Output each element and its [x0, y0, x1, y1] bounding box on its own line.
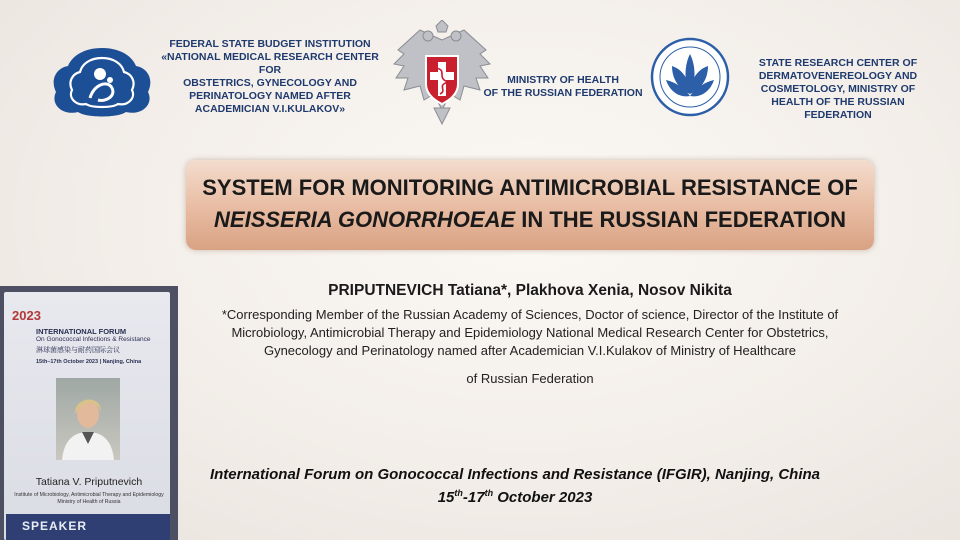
badge-speaker-name: Tatiana V. Priputnevich [35, 476, 143, 488]
org-center-text: MINISTRY OF HEALTH OF THE RUSSIAN FEDERATION [483, 74, 643, 99]
badge-forum-subtitle: On Gonococcal Infections & Resistance [36, 336, 151, 343]
badge-institution: Institute of Microbiology, Antimicrobial Therapy and Epidemiology Ministry of Health of Russia [14, 492, 164, 505]
speaker-photo-icon [56, 378, 120, 460]
forum-name: International Forum on Gonococcal Infections and Resistance (IFGIR), Nanjing, China [209, 466, 821, 483]
forum-dates: 15th-17th October 2023 [437, 488, 593, 506]
badge-year: 2023 [12, 308, 41, 323]
badge-chinese-title: 淋球菌感染与耐药国际会议 [36, 347, 120, 354]
badge-date: 15th–17th October 2023 | Nanjing, China [36, 359, 142, 365]
speaker-portrait-icon [56, 378, 120, 460]
org-left-text: FEDERAL STATE BUDGET INSTITUTION «NATIONAL MEDICAL RESEARCH CENTER FOR OBSTETRICS, GYNECOLOGY AND PERINATOLOGY NAMED AFTER ACADEMICIAN V.I.KULAKOV» [161, 38, 379, 115]
authors: PRIPUTNEVICH Tatiana*, Plakhova Xenia, Nosov Nikita [328, 282, 732, 299]
presentation-title: SYSTEM FOR MONITORING ANTIMICROBIAL RESISTANCE OF NEISSERIA GONORRHOEAE IN THE RUSSIAN FEDERATION [202, 175, 858, 232]
dermatology-center-logo-icon [650, 32, 730, 122]
kulakov-center-logo-icon [50, 44, 154, 118]
affiliation-last-line: of Russian Federation [466, 371, 594, 386]
affiliation: *Corresponding Member of the Russian Academy of Sciences, Doctor of science, Director of the Institute of Microbiology, Antimicrobial Therapy and Epidemiology National Medical Research Center for Obstetrics, Gynecology and Perinatology named after Academician V.I.Kulakov of Ministry of Healthcare [221, 307, 839, 358]
badge-speaker-label: SPEAKER [22, 519, 88, 533]
org-right-text: STATE RESEARCH CENTER OF DERMATOVENEREOLOGY AND COSMETOLOGY, MINISTRY OF HEALTH OF THE RUSSIAN FEDERATION [758, 57, 918, 121]
badge-forum-title: INTERNATIONAL FORUM [36, 327, 127, 336]
